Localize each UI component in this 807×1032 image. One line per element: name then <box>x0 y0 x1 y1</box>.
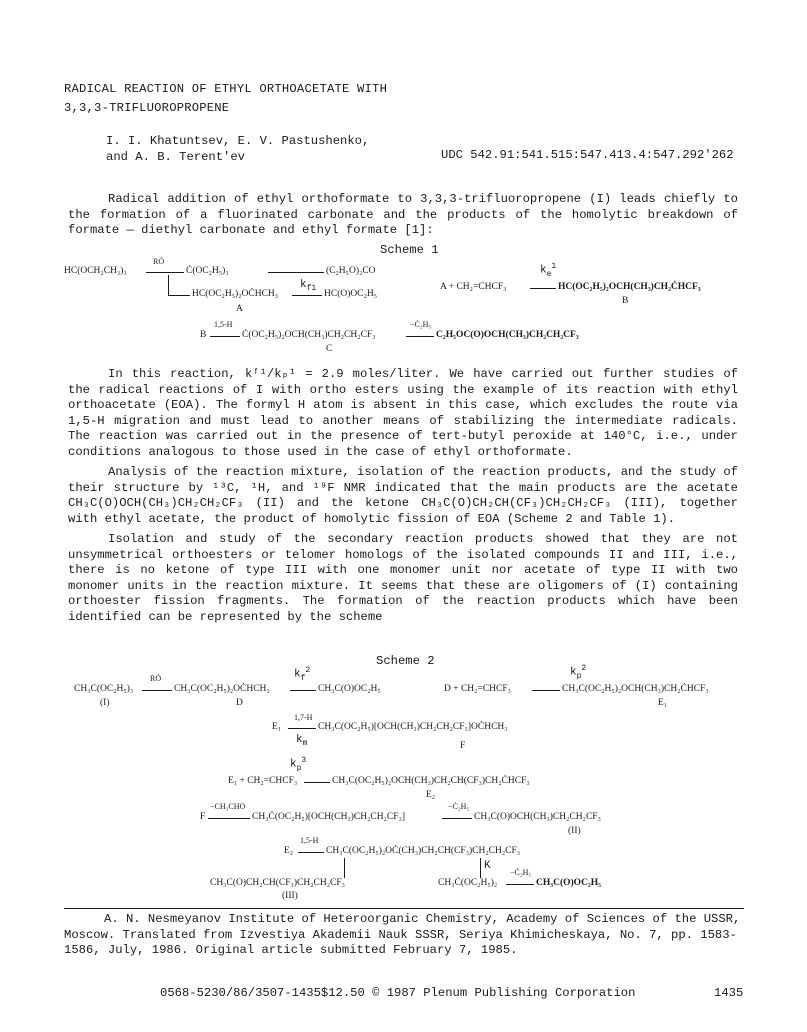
s1-arrow-1 <box>146 272 184 273</box>
s1-label-a: A <box>236 304 243 314</box>
s1-arrow-5 <box>210 336 240 337</box>
page-number: 1435 <box>714 986 744 1000</box>
s2-r1-arrow-1 <box>142 690 172 691</box>
s1-branch-arrow <box>168 295 190 296</box>
s2-r4-start: F <box>200 812 206 822</box>
s1-ke1: $k_e^1$ <box>540 262 557 279</box>
s2-kp2: $k_p^2$ <box>570 664 587 681</box>
s2-r5-k: K <box>484 860 491 872</box>
s2-r1b-start: D + CH₂=CHCF₃ <box>444 684 511 694</box>
s2-r6-end: CH₃C(O)OC₂H₅ <box>536 878 602 888</box>
s2-r2-end: CH₃C(OC₂H₅)[OCH(CH₃)CH₂CH₂CF₃]OĊHCH₃ <box>318 722 508 732</box>
s2-r4-arrow-1 <box>208 818 250 819</box>
s2-r1-mid: CH₃C(OC₂H₅)₂OĊHCH₃ <box>174 684 270 694</box>
s2-kf2: $k_f^2$ <box>294 666 311 683</box>
s2-r2-label: F <box>460 741 466 751</box>
s1-c-arrow-label: −Ċ₂H₅ <box>410 320 432 329</box>
article-title <box>64 80 387 118</box>
intro-paragraph: Radical addition of ethyl orthoformate to 3,3,3-trifluoropropene (I) leads chiefly to the formation of a fluorinated carbonate and the products of the homolytic breakdown of formate — diethyl carbonate and ethyl formate [1]: <box>68 192 738 238</box>
udc-code: UDC 542.91:541.515:547.413.4:547.292'262 <box>441 148 734 162</box>
s1-a-plus: A + CH₂=CHCF₃ <box>440 282 507 292</box>
footnote-rule <box>64 908 744 909</box>
s1-arrow-6 <box>406 336 434 337</box>
s2-r1-start-label: (I) <box>100 698 110 708</box>
s2-r5-down-left <box>344 858 345 878</box>
s2-r4-arrow2-label: −Ċ₂H₅ <box>448 802 470 811</box>
s1-arrow-4 <box>530 288 556 289</box>
s2-r4-label: (II) <box>568 826 581 836</box>
paragraph-2: In this reaction, kᶠ¹/kₚ¹ = 2.9 moles/liter. We have carried out further studies of the radical reactions of I with ortho esters using the example of its reaction with ethyl orthoacetate (EOA). The formyl H atom is absent in this case, which excludes the route via 1,5-H migration and must lead to another means of stabilizing the intermediate radicals. The reaction was carried out in the presence of tert-butyl peroxide at 140°C, i.e., under conditions analogous to those used in the case of ethyl orthoformate. <box>68 367 738 459</box>
s1-arrow-3 <box>292 295 322 296</box>
paragraph-4: Isolation and study of the secondary reaction products showed that they are not unsymmetrical orthoesters or telomer homologs of the isolated compounds II and III, i.e., there is no ketone of type III with one monomer unit nor acetate of type II with two monomer units in the reaction mixture. It seems that these are oligomers of (I) containing orthoester fission fragments. The formation of the reaction products which have been identified can be represented by the scheme <box>68 532 738 624</box>
s2-r6-arrow <box>506 884 534 885</box>
s2-r5-down-right <box>480 858 481 878</box>
s2-r2-start: E₁ <box>272 722 282 732</box>
s2-r6-arrow-label: −Ċ₂H₅ <box>510 868 532 877</box>
footnote: A. N. Nesmeyanov Institute of Heteroorganic Chemistry, Academy of Sciences of the USSR, Moscow. Translated from Izvestiya Akademii Nauk SSSR, Seriya Khimicheskaya, No. 7, pp. 1583-1586, July, 1986. Original article submitted February 7, 1985. <box>64 912 741 957</box>
s1-ro-label: RÓ <box>153 257 165 266</box>
s1-arrow-2 <box>268 272 324 273</box>
s1-b-arrow-label: 1,5-H <box>214 320 233 329</box>
s2-r3-start: E₁ + CH₂=CHCF₃ <box>228 776 298 786</box>
s2-r5-arrow <box>298 852 324 853</box>
s2-r5-arrow-label: 1,5-H <box>300 836 319 845</box>
s2-r2-arrow-label: 1,7-H <box>294 713 313 722</box>
s2-r1-mid-label: D <box>236 698 243 708</box>
s2-r2-arrow <box>288 728 316 729</box>
s2-r4-end: CH₃C(O)OCH(CH₃)CH₂CH₂CF₃ <box>474 812 601 822</box>
s2-r3-arrow <box>304 782 330 783</box>
s1-kf1: $k_{f1}$ <box>300 279 317 294</box>
s2-r4-arrow-label: −CH₃CHO <box>210 802 246 811</box>
s1-label-c: C <box>326 344 333 354</box>
scheme-1-title: Scheme 1 <box>380 243 439 257</box>
s2-r4-arrow-2 <box>442 818 472 819</box>
s1-hc-radical: HC(OC₂H₅)₂OĊHCH₃ <box>192 289 279 299</box>
s1-formate: HC(O)OC₂H₅ <box>324 289 378 299</box>
scheme-2-title: Scheme 2 <box>376 654 435 668</box>
title-line-2: 3,3,3-TRIFLUOROPROPENE <box>64 101 230 115</box>
s1-carbonate: (C₂H₅O)₂CO <box>326 266 376 276</box>
footer-copyright: 0568-5230/86/3507-1435$12.50 © 1987 Plenum Publishing Corporation <box>160 986 636 1000</box>
s1-c-product: C₂H₅OC(O)OCH(CH₃)CH₂CH₂CF₃ <box>436 330 579 340</box>
s2-r3-label: E₂ <box>426 790 436 800</box>
s2-r6-left: CH₃C(O)CH₂CH(CF₃)CH₂CH₂CF₃ <box>210 878 345 888</box>
authors <box>106 133 369 165</box>
s1-a-product: HC(OC₂H₅)₂OCH(CH₃)CH₂ĊHCF₃ <box>558 282 701 292</box>
s2-r1-start: CH₃C(OC₂H₅)₃ <box>74 684 134 694</box>
s2-r5-end: CH₃C(OC₂H₅)₂OĊ(CH₃)CH₂CH(CF₃)CH₂CH₂CF₃ <box>326 846 521 856</box>
s1-b-start: B <box>200 330 207 340</box>
s1-b-product: Ċ(OC₂H₅)₂OCH(CH₃)CH₂CH₂CF₃ <box>242 330 376 340</box>
title-line-1: RADICAL REACTION OF ETHYL ORTHOACETATE WITH <box>64 82 388 96</box>
s2-r5-start: E₂ <box>284 846 294 856</box>
authors-line-1: I. I. Khatuntsev, E. V. Pastushenko, <box>106 134 370 148</box>
paragraph-3: Analysis of the reaction mixture, isolation of the reaction products, and the study of their structure by ¹³C, ¹H, and ¹⁹F NMR indicated that the main products are the acetate CH₃C(O)OCH(CH₃)CH₂CH₂CF₃ (II) and the ketone CH₃C(O)CH₂CH(CF₃)CH₂CH₂CF₃ (III), together with ethyl acetate, the product of homolytic fission of EOA (Scheme 2 and Table 1). <box>68 465 738 526</box>
s2-r1-arrow-2 <box>290 690 316 691</box>
s1-label-b: B <box>622 296 629 306</box>
s2-r1b-end: CH₃C(OC₂H₅)₂OCH(CH₃)CH₂ĊHCF₃ <box>562 684 709 694</box>
s1-start: HC(OCH₂CH₃)₃ <box>64 266 127 276</box>
s1-radical: Ċ(OC₂H₅)₃ <box>186 266 229 276</box>
s2-kp3: $k_p^3$ <box>290 756 307 773</box>
s2-km: $k_m$ <box>296 734 308 749</box>
s2-r1-ro: RÓ <box>150 674 162 683</box>
s2-r4-mid: CH₃Ċ(OC₂H₅)[OCH(CH₃)CH₂CH₂CF₃] <box>252 812 406 822</box>
s1-branch-line <box>168 275 169 295</box>
s2-r6-right: CH₃Ċ(OC₂H₅)₂ <box>438 878 498 888</box>
s2-r6-left-label: (III) <box>282 891 298 901</box>
s2-r1-end: CH₃C(O)OC₂H₅ <box>318 684 381 694</box>
s2-r1b-arrow <box>532 690 560 691</box>
s2-r1b-label: E₁ <box>658 698 668 708</box>
authors-line-2: and A. B. Terent'ev <box>106 150 245 164</box>
s2-r3-end: CH₃C(OC₂H₅)₂OCH(CH₃)CH₂CH(CF₃)CH₂ĊHCF₃ <box>332 776 530 786</box>
